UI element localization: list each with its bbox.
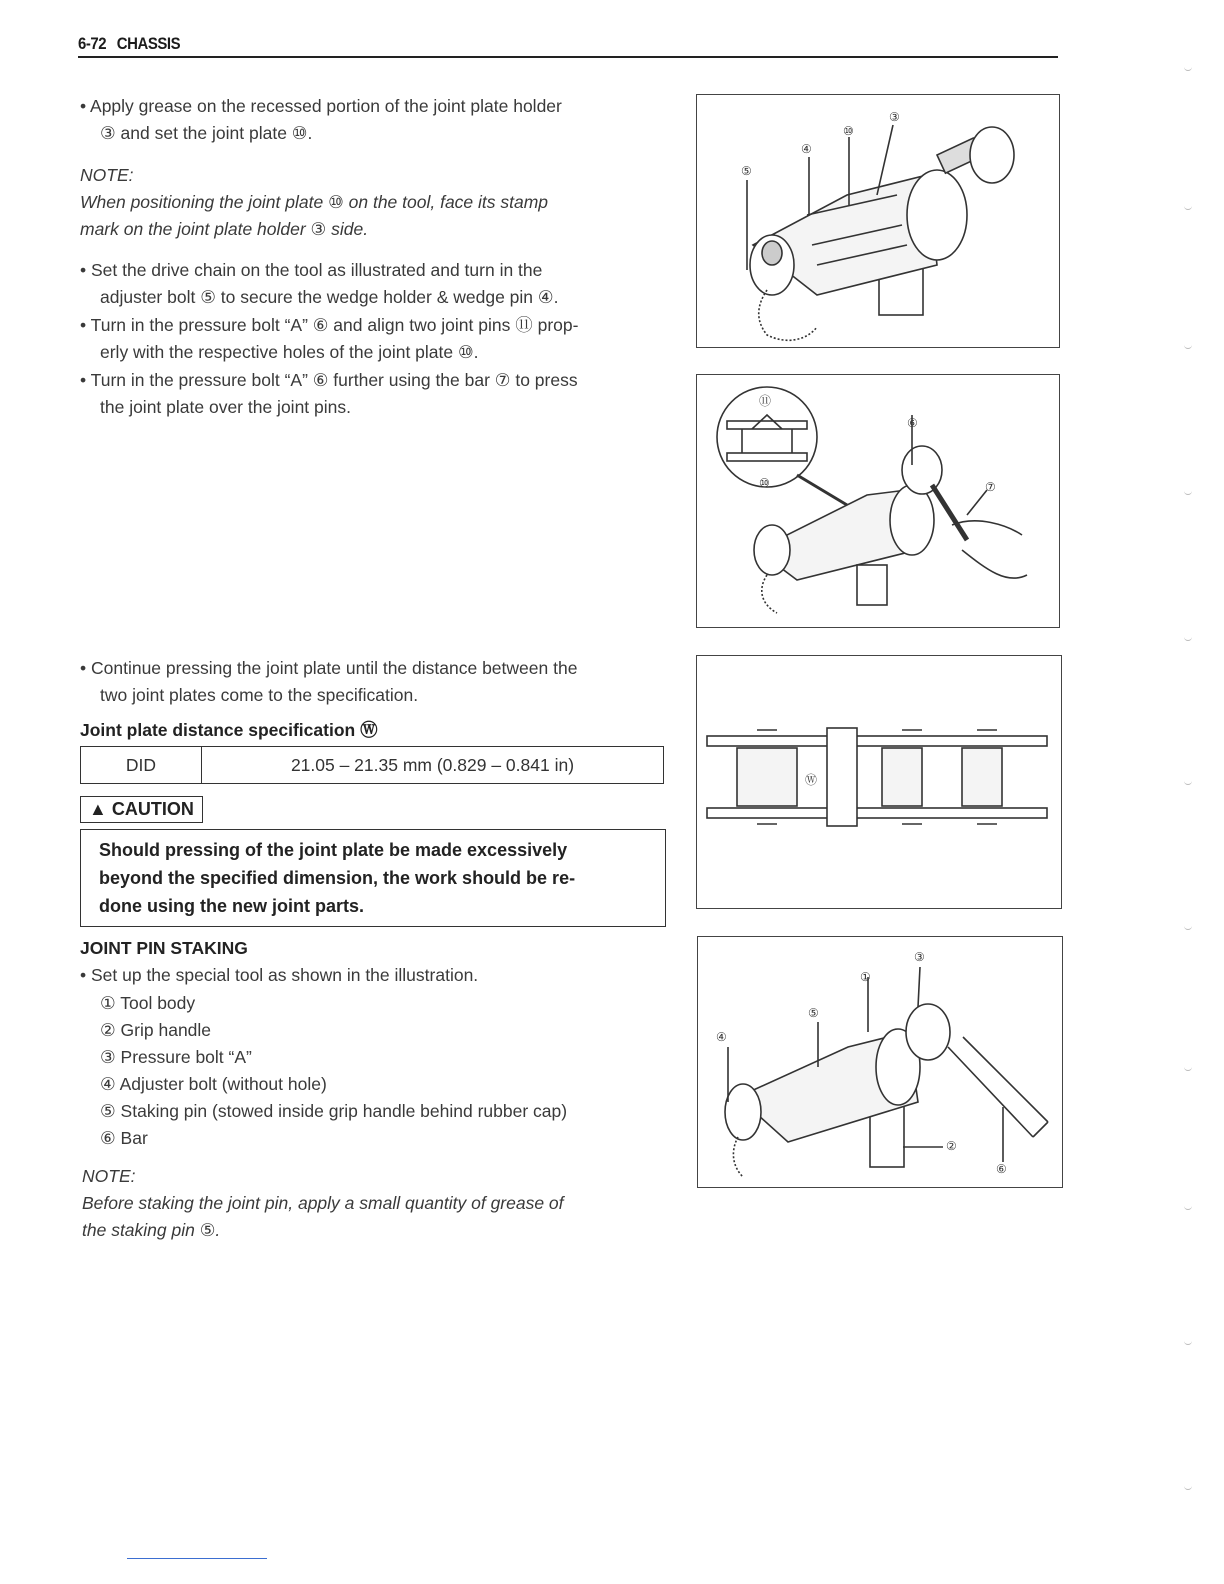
header-divider	[78, 56, 1058, 58]
list-item: ② Grip handle	[100, 1020, 212, 1040]
callout-label: ⑩	[843, 124, 854, 138]
figure-press-bar	[696, 374, 1060, 628]
scan-mark	[1184, 1485, 1192, 1490]
text-line: done using the new joint parts.	[99, 896, 365, 916]
note-staking	[82, 1190, 672, 1244]
section-title: CHASSIS	[116, 34, 181, 53]
text-line: • Set the drive chain on the tool as illustrated and turn in the	[80, 260, 543, 280]
note-positioning	[80, 189, 670, 243]
text-line: two joint plates come to the specification.	[100, 685, 419, 705]
bullet-setup-tool: • Set up the special tool as shown in the illustration.	[80, 965, 479, 985]
text-line: beyond the specified dimension, the work should be re-	[99, 868, 576, 888]
bullet-apply-grease	[80, 93, 670, 147]
callout-label: ②	[946, 1139, 957, 1153]
text-line: • Apply grease on the recessed portion of the joint plate holder	[80, 96, 562, 116]
text-line: ③ and set the joint plate ⑩.	[100, 123, 313, 143]
scan-mark	[1184, 1205, 1192, 1210]
text-line: Before staking the joint pin, apply a small quantity of grease of	[82, 1193, 564, 1213]
text-line: mark on the joint plate holder ③ side.	[80, 219, 369, 239]
scan-mark	[1184, 344, 1192, 349]
text-line: • Turn in the pressure bolt “A” ⑥ further using the bar ⑦ to press	[80, 370, 578, 390]
bullet-continue-pressing	[80, 655, 670, 709]
scan-mark	[1184, 490, 1192, 495]
callout-label: ⑪	[759, 394, 772, 408]
text-line: Should pressing of the joint plate be made excessively	[99, 840, 568, 860]
text-line: adjuster bolt ⑤ to secure the wedge holder & wedge pin ④.	[100, 287, 559, 307]
staking-illustration	[698, 937, 1062, 1187]
caution-label-text: CAUTION	[111, 799, 194, 819]
callout-label: ④	[801, 142, 812, 156]
note-heading: NOTE:	[80, 165, 134, 185]
text-line: When positioning the joint plate ⑩ on the tool, face its stamp	[80, 192, 549, 212]
scan-mark	[1184, 1340, 1192, 1345]
callout-label: ⑦	[985, 480, 996, 494]
figure-staking-tool	[697, 936, 1063, 1188]
text-line: erly with the respective holes of the joint plate ⑩.	[100, 342, 479, 362]
callout-label: ⑥	[996, 1162, 1007, 1176]
scan-mark	[1184, 1066, 1192, 1071]
parts-list	[100, 990, 567, 1152]
text-line: the joint plate over the joint pins.	[100, 397, 351, 417]
figure-tool-setup	[696, 94, 1060, 348]
chain-illustration	[697, 656, 1061, 908]
callout-label: ⑩	[759, 476, 770, 490]
page-header	[78, 34, 180, 54]
bullet-press-further	[80, 367, 670, 421]
scan-mark	[1184, 925, 1192, 930]
callout-label: ④	[716, 1030, 727, 1044]
scan-mark	[1184, 66, 1192, 71]
warning-triangle-icon: ▲	[89, 799, 107, 819]
list-item: ④ Adjuster bolt (without hole)	[100, 1074, 327, 1094]
text-line: • Continue pressing the joint plate until the distance between the	[80, 658, 578, 678]
scan-mark	[1184, 205, 1192, 210]
caution-label	[80, 796, 203, 823]
bullet-pressure-bolt	[80, 312, 670, 366]
bullet-set-chain	[80, 257, 670, 311]
note2-heading: NOTE:	[82, 1166, 136, 1186]
list-item: ⑥ Bar	[100, 1128, 148, 1148]
list-item: ① Tool body	[100, 993, 196, 1013]
callout-label: ①	[860, 970, 871, 984]
text-line: the staking pin ⑤.	[82, 1220, 221, 1240]
callout-label: ⑤	[808, 1006, 819, 1020]
scan-mark	[1184, 636, 1192, 641]
callout-label: ⑤	[741, 164, 752, 178]
press-illustration	[697, 375, 1059, 627]
caution-box	[80, 829, 666, 927]
list-item: ③ Pressure bolt “A”	[100, 1047, 252, 1067]
callout-label: ⑥	[907, 416, 918, 430]
callout-label: Ⓦ	[805, 773, 818, 787]
list-item: ⑤ Staking pin (stowed inside grip handle behind rubber cap)	[100, 1101, 568, 1121]
staking-heading: JOINT PIN STAKING	[80, 938, 248, 958]
spec-value: 21.05 – 21.35 mm (0.829 – 0.841 in)	[202, 747, 664, 784]
callout-label: ③	[914, 950, 925, 964]
spec-heading: Joint plate distance specification Ⓦ	[80, 720, 378, 740]
spec-brand: DID	[81, 747, 202, 784]
table-row	[81, 747, 664, 784]
callout-label: ③	[889, 110, 900, 124]
tool-illustration	[697, 95, 1059, 347]
footer-line	[127, 1558, 267, 1559]
page-number: 6-72	[78, 34, 107, 53]
figure-chain-links	[696, 655, 1062, 909]
spec-table	[80, 746, 664, 784]
scan-mark	[1184, 780, 1192, 785]
text-line: • Turn in the pressure bolt “A” ⑥ and align two joint pins ⑪ prop-	[80, 315, 579, 335]
